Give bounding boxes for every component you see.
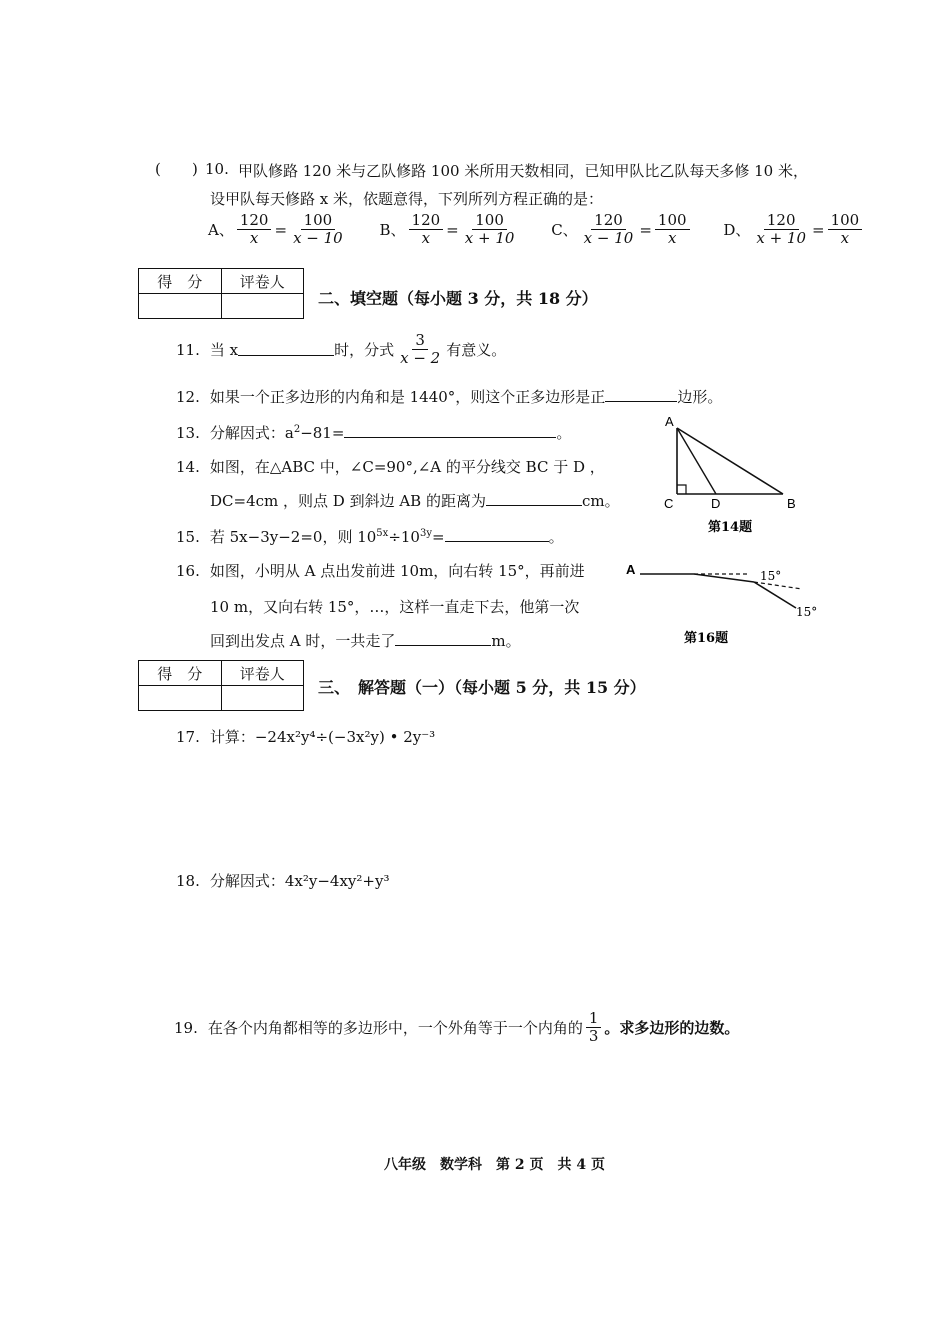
score-header: 得 分 (139, 661, 222, 686)
grader-header: 评卷人 (221, 661, 304, 686)
q13-exponent: 2 (293, 424, 301, 435)
q15-text-post: 。 (548, 528, 564, 546)
q12-blank[interactable] (605, 401, 677, 402)
denominator: x (249, 229, 259, 248)
fraction (237, 212, 272, 248)
q15-equals: = (431, 528, 445, 546)
fraction (753, 212, 809, 248)
numerator: 100 (301, 212, 336, 230)
page-footer: 八年级 数学科 第 2 页 共 4 页 (384, 1157, 605, 1173)
numerator: 100 (472, 212, 507, 230)
q19-text-post: 。求多边形的边数。 (604, 1019, 740, 1038)
q18-number: 18. (176, 872, 200, 890)
q11-number: 11. (176, 340, 200, 359)
q15-number: 15. (176, 528, 200, 546)
option-label: A、 (208, 221, 234, 240)
q17-text: 计算：−24x²y⁴÷(−3x²y) • 2y⁻³ (209, 728, 436, 746)
q12-text-post: 边形。 (677, 388, 723, 406)
q19-text-pre: 在各个内角都相等的多边形中，一个外角等于一个内角的 (207, 1019, 583, 1038)
denominator: x + 10 (756, 229, 807, 248)
numerator: 3 (412, 332, 428, 350)
bisector-ad (677, 428, 716, 494)
q13-blank[interactable] (344, 437, 556, 438)
q12-text-pre: 如果一个正多边形的内角和是 1440°，则这个正多边形是正 (209, 388, 606, 406)
option-label: C、 (551, 221, 578, 240)
angle-label-2: 15° (796, 605, 818, 619)
numerator: 120 (591, 212, 626, 230)
score-cell[interactable] (139, 686, 222, 711)
label-c: C (664, 496, 674, 511)
q10-options (208, 212, 891, 248)
section3-title: 三、 解答题（一）（每小题 5 分，共 15 分） (318, 678, 646, 697)
fraction (655, 212, 690, 248)
q18-answer-area[interactable] (176, 896, 826, 1000)
fraction (828, 212, 863, 248)
score-header: 得 分 (139, 269, 222, 294)
denominator: x + 10 (464, 229, 515, 248)
q16-text-post: m。 (491, 632, 521, 650)
q14-text-line1: 如图，在△ABC 中，∠C=90°,∠A 的平分线交 BC 于 D ， (209, 458, 605, 476)
score-table-section2 (138, 268, 304, 319)
q16-text-line1: 如图，小明从 A 点出发前进 10m，向右转 15°，再前进 (209, 562, 585, 580)
q10-number: 10. (205, 160, 229, 178)
numerator: 1 (586, 1010, 602, 1028)
denominator: x (421, 229, 431, 248)
figure-16-caption: 第16题 (684, 631, 729, 646)
q15-exponent-2: 3y (419, 528, 432, 539)
numerator: 100 (655, 212, 690, 230)
q11-text-post: 有意义。 (446, 341, 507, 360)
denominator: x (840, 229, 850, 248)
q10-option-b[interactable]: B、 $\frac{120}{x}$ = $\frac{100}{x + 10}$ (380, 212, 521, 248)
q14-number: 14. (176, 458, 200, 476)
q18 (176, 870, 389, 891)
q13-text-post: 。 (556, 424, 572, 442)
q17 (176, 726, 435, 747)
fraction (409, 212, 444, 248)
fraction (462, 212, 518, 248)
label-b: B (787, 496, 796, 511)
q12 (176, 386, 722, 407)
q16-line3 (210, 630, 521, 651)
q16-line2: 10 m，又向右转 15°，…，这样一直走下去，他第一次 (210, 598, 580, 616)
q19-answer-area[interactable] (176, 1050, 826, 1140)
q10-line2: 设甲队每天修路 x 米，依题意得，下列所列方程正确的是： (210, 190, 603, 208)
q11-text-mid: 时，分式 (334, 341, 395, 360)
figure-14-triangle (650, 412, 810, 540)
q17-answer-area[interactable] (176, 752, 826, 862)
q12-number: 12. (176, 388, 200, 406)
q11-text-pre: 当 x (209, 341, 239, 360)
q15 (176, 526, 564, 547)
q19-number: 19. (174, 1018, 198, 1037)
q14-line1 (176, 456, 605, 477)
q16-text-pre: 回到出发点 A 时，一共走了 (210, 632, 396, 650)
extension-2 (754, 582, 802, 589)
q13-number: 13. (176, 424, 200, 442)
fraction (290, 212, 346, 248)
q13-text-pre: 分解因式：a (209, 424, 294, 442)
q19 (174, 1010, 739, 1046)
segment-2 (694, 574, 754, 582)
numerator: 120 (764, 212, 799, 230)
q11-blank[interactable] (238, 355, 334, 356)
q13 (176, 422, 571, 443)
right-angle-mark (677, 485, 686, 494)
q14-blank[interactable] (486, 505, 582, 506)
q14-text-pre: DC=4cm ，则点 D 到斜边 AB 的距离为 (210, 492, 486, 510)
numerator: 120 (409, 212, 444, 230)
q13-text-mid: −81= (300, 424, 345, 442)
q16-line1 (176, 560, 585, 581)
q11 (176, 332, 506, 368)
answer-paren-close: ) (192, 160, 198, 178)
numerator: 120 (237, 212, 272, 230)
option-label: B、 (379, 221, 406, 240)
denominator: x − 2 (400, 349, 441, 368)
q10-line1: 甲队修路 120 米与乙队修路 100 米所用天数相同，已知甲队比乙队每天多修 10 米， (238, 162, 808, 180)
denominator: x − 10 (583, 229, 634, 248)
q15-blank[interactable] (445, 541, 549, 542)
option-label: D、 (723, 221, 751, 240)
fraction (586, 1010, 602, 1046)
grader-cell[interactable] (221, 686, 304, 711)
fraction (581, 212, 637, 248)
q10-option-a[interactable]: A、 $\frac{120}{x}$ = $\frac{100}{x - 10}$ (208, 212, 349, 248)
denominator: x (667, 229, 677, 248)
angle-label-1: 15° (760, 569, 782, 583)
score-cell[interactable] (139, 294, 222, 319)
q10-option-c[interactable]: C、 $\frac{120}{x - 10}$ = $\frac{100}{x}$ (551, 212, 692, 248)
q14-line2 (210, 490, 620, 511)
q15-exponent-1: 5x (376, 528, 389, 539)
denominator: x − 10 (293, 229, 343, 248)
q15-text-mid: ÷10 (388, 528, 420, 546)
segment-3 (754, 582, 796, 608)
label-a: A (626, 562, 636, 577)
q16-number: 16. (176, 562, 200, 580)
fraction (397, 332, 443, 368)
grader-header: 评卷人 (221, 269, 304, 294)
label-a: A (665, 414, 674, 429)
figure-16-path (624, 556, 834, 652)
label-d: D (711, 496, 721, 511)
q16-blank[interactable] (395, 645, 491, 646)
q18-text: 分解因式：4x²y−4xy²+y³ (209, 872, 390, 890)
numerator: 100 (828, 212, 863, 230)
denominator: 3 (588, 1027, 599, 1046)
grader-cell[interactable] (221, 294, 304, 319)
answer-paren-open: ( (155, 160, 161, 178)
side-ab (677, 428, 783, 494)
q10-option-d[interactable]: D、 $\frac{120}{x + 10}$ = $\frac{100}{x}$ (723, 212, 865, 248)
q14-text-post: cm。 (581, 492, 620, 510)
q15-text-pre: 若 5x−3y−2=0，则 10 (209, 528, 377, 546)
figure-14-caption: 第14题 (708, 520, 753, 535)
q17-number: 17. (176, 728, 200, 746)
score-table-section3 (138, 660, 304, 711)
section2-title: 二、填空题（每小题 3 分，共 18 分） (318, 289, 598, 308)
